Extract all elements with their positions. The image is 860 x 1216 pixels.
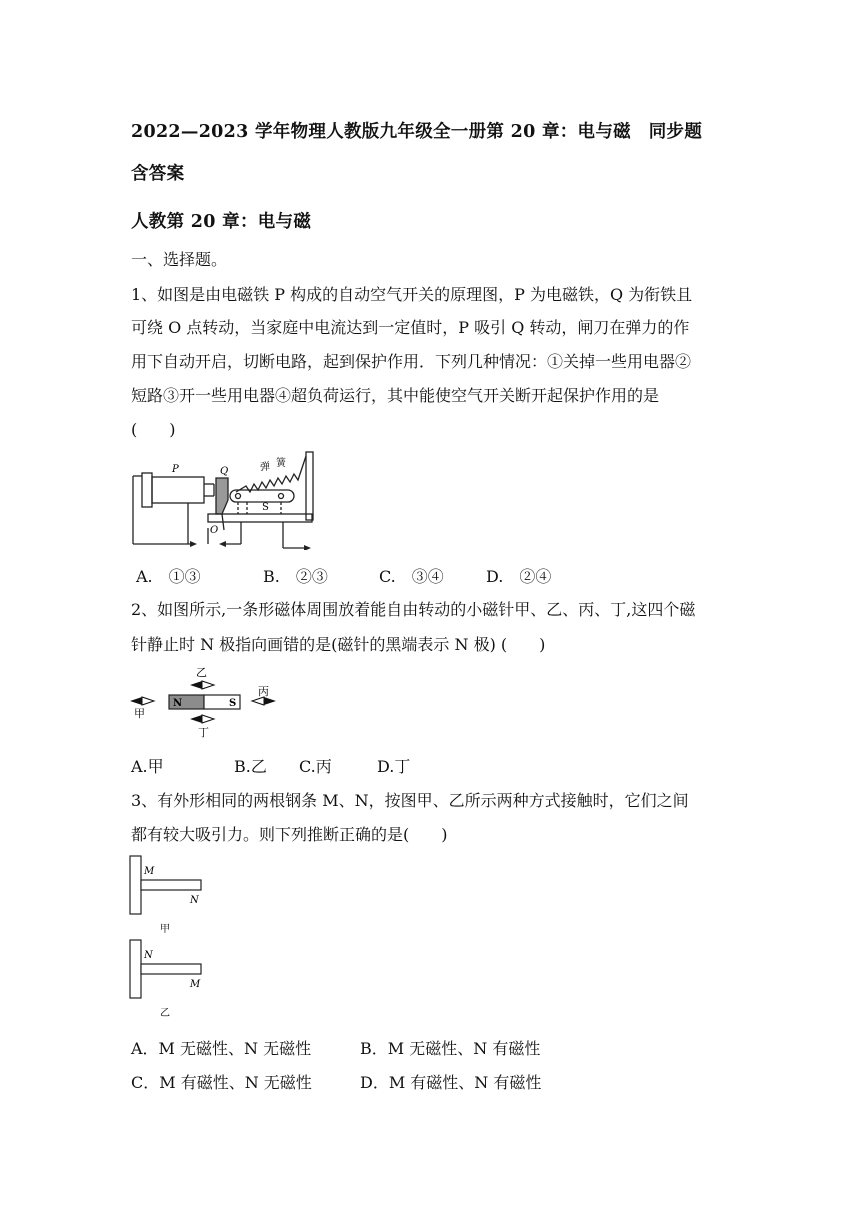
q1-option-a: A. ①③	[136, 567, 201, 586]
q3-option-d: D．M 有磁性、N 有磁性	[360, 1073, 542, 1092]
q2-needle-ding	[190, 715, 202, 723]
q2-label-bing: 丙	[258, 685, 269, 698]
q1-label-spring1: 弹	[260, 462, 270, 473]
q3-jia-caption: 甲	[160, 924, 170, 935]
q1-line-3: 用下自动开启，切断电路，起到保护作用．下列几种情况：①关掉一些用电器②	[131, 352, 692, 371]
q3-line-2: 都有较大吸引力。则下列推断正确的是( )	[131, 825, 448, 844]
q2-magnet-n: N	[173, 698, 183, 709]
q3-yi-label-n: N	[144, 950, 153, 961]
q2-line-1: 2、如图所示,一条形磁体周围放着能自由转动的小磁针甲、乙、丙、丁,这四个磁	[131, 600, 696, 619]
q1-circuit-figure	[128, 448, 323, 550]
q3-jia-label-n: N	[190, 895, 199, 906]
doc-title-line1: 2022—2023 学年物理人教版九年级全一册第 20 章：电与磁 同步题	[131, 122, 703, 142]
section-heading: 一、选择题。	[131, 250, 228, 269]
doc-title-line2: 含答案	[131, 164, 185, 184]
q3-option-b: B．M 无磁性、N 有磁性	[360, 1039, 541, 1058]
q3-figure-yi	[128, 938, 218, 1022]
chapter-heading: 人教第 20 章：电与磁	[131, 212, 312, 232]
q2-label-jia: 甲	[134, 707, 145, 720]
q1-option-b: B. ②③	[263, 567, 328, 586]
q2-label-ding: 丁	[198, 726, 209, 739]
q3-yi-caption: 乙	[160, 1008, 170, 1019]
q2-option-b: B.乙	[234, 757, 267, 776]
q3-figure-jia	[128, 854, 218, 938]
q2-option-a: A.甲	[131, 757, 164, 776]
q1-label-p: P	[172, 464, 179, 475]
q3-option-c: C．M 有磁性、N 无磁性	[131, 1073, 312, 1092]
q3-jia-label-m: M	[144, 866, 155, 877]
q2-needle-jia	[130, 697, 142, 705]
q2-needle-yi	[190, 681, 202, 689]
q1-label-q: Q	[220, 466, 229, 477]
q1-label-o: O	[210, 525, 219, 536]
q1-option-d: D. ②④	[486, 567, 552, 586]
q1-line-5: ( )	[131, 420, 176, 439]
q1-line-4: 短路③开一些用电器④超负荷运行，其中能使空气开关断开起保护作用的是	[131, 386, 660, 405]
q3-line-1: 3、有外形相同的两根钢条 M、N，按图甲、乙所示两种方式接触时，它们之间	[131, 791, 689, 810]
q2-needle-bing	[252, 697, 264, 705]
q2-magnet-s: S	[229, 698, 237, 709]
q1-option-c: C. ③④	[379, 567, 444, 586]
q1-label-spring2: 簧	[276, 458, 286, 469]
q2-option-c: C.丙	[299, 757, 332, 776]
q2-line-2: 针静止时 N 极指向画错的是(磁针的黑端表示 N 极) ( )	[131, 635, 546, 654]
q1-line-1: 1、如图是由电磁铁 P 构成的自动空气开关的原理图，P 为电磁铁，Q 为衔铁且	[131, 285, 693, 304]
q2-magnet-figure	[128, 664, 298, 742]
q2-option-d: D.丁	[377, 757, 411, 776]
q2-label-yi: 乙	[196, 666, 207, 679]
q1-line-2: 可绕 O 点转动，当家庭中电流达到一定值时，P 吸引 Q 转动，闸刀在弹力的作	[131, 318, 690, 337]
q3-option-a: A．M 无磁性、N 无磁性	[131, 1039, 312, 1058]
q1-label-s: S	[262, 502, 269, 513]
q3-yi-label-m: M	[190, 979, 201, 990]
